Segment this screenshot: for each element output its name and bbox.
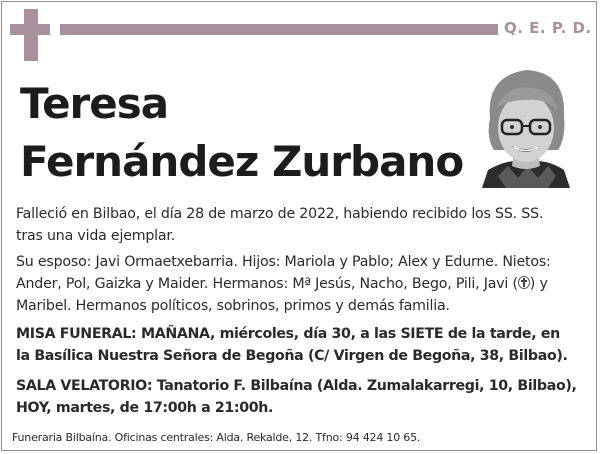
funeral-home-footer: Funeraria Bilbaína. Oficinas centrales: Alda. Rekalde, 12. Tfno: 94 424 10 65. <box>12 431 421 444</box>
family-line-2-start: Ander, Pol, Gaizka y Maider. Hermanos: Mª Jesús, Nacho, Bego, Pili, Javi ( <box>16 276 518 292</box>
family-line-2 <box>16 273 586 295</box>
wake-line-2: HOY, martes, de 17:00h a 21:00h. <box>16 400 274 416</box>
wake-line-1: SALA VELATORIO: Tanatorio F. Bilbaína (Alda. Zumalakarregi, 10, Bilbao), <box>16 378 577 394</box>
header-rule <box>60 24 498 35</box>
death-paragraph <box>16 203 586 247</box>
portrait-photo <box>478 58 574 188</box>
family-line-1: Su esposo: Javi Ormaetxebarria. Hijos: Mariola y Pablo; Alex y Edurne. Nietos: <box>16 254 551 270</box>
funeral-line-1: MISA FUNERAL: MAÑANA, miércoles, día 30, a las SIETE de la tarde, en <box>16 326 560 342</box>
qepd-label: Q. E. P. D. <box>504 19 592 37</box>
family-paragraph <box>16 251 586 317</box>
deceased-surnames: Fernández Zurbano <box>20 137 464 186</box>
funeral-line-2: la Basílica Nuestra Señora de Begoña (C/ Virgen de Begoña, 38, Bilbao). <box>16 348 568 364</box>
family-line-2-end: ) y <box>529 276 548 292</box>
deceased-cross-icon <box>518 276 530 289</box>
funeral-mass-paragraph <box>16 323 586 367</box>
wake-paragraph <box>16 375 586 419</box>
death-line-2: tras una vida ejemplar. <box>16 228 176 244</box>
family-line-3: Maribel. Hermanos políticos, sobrinos, primos y demás familia. <box>16 298 450 314</box>
deceased-first-name: Teresa <box>20 79 169 128</box>
death-line-1: Falleció en Bilbao, el día 28 de marzo de 2022, habiendo recibido los SS. SS. <box>16 206 544 222</box>
